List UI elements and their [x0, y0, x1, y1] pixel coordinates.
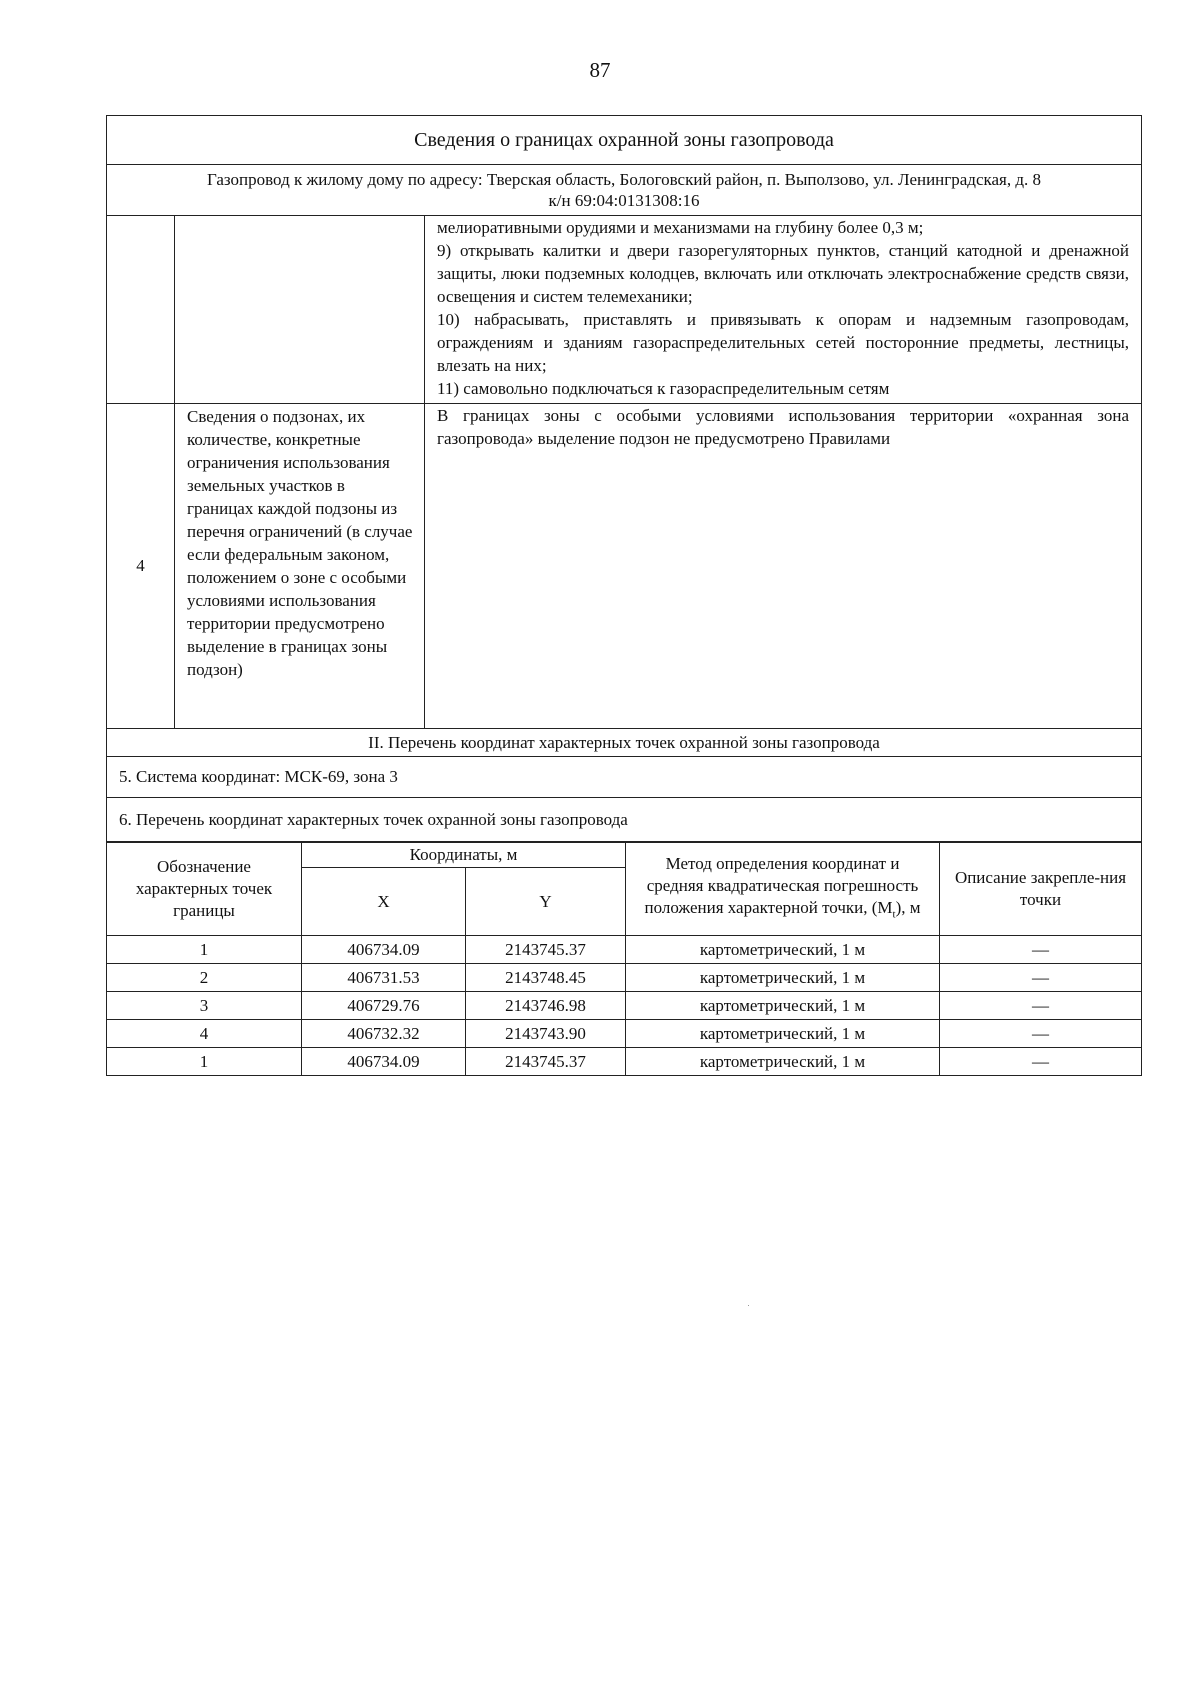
table-row [107, 936, 1142, 964]
header-designation: Обозначение характерных точек границы [107, 843, 302, 936]
points-list-row [107, 798, 1142, 842]
subzones-row [107, 404, 1142, 729]
address-cell [107, 165, 1142, 216]
zone-info-table [106, 115, 1142, 842]
table-row [107, 1048, 1142, 1076]
restrictions-text [425, 216, 1142, 404]
coord-system-text: 5. Система координат: МСК-69, зона 3 [107, 757, 1142, 798]
point-method: картометрический, 1 м [626, 1048, 940, 1076]
point-number: 1 [107, 936, 302, 964]
table-row [107, 992, 1142, 1020]
point-x: 406729.76 [302, 992, 466, 1020]
header-method-text: Метод определения координат и средняя квадратическая погрешность положения характерной точки, (M [644, 853, 919, 917]
header-method-unit: ), м [895, 897, 921, 917]
point-method: картометрический, 1 м [626, 992, 940, 1020]
point-x: 406731.53 [302, 964, 466, 992]
coordinates-table [106, 842, 1142, 1076]
table-row [107, 964, 1142, 992]
points-list-title: 6. Перечень координат характерных точек охранной зоны газопровода [107, 798, 1142, 842]
point-description: — [940, 1048, 1142, 1076]
section-ii-row [107, 729, 1142, 757]
point-method: картометрический, 1 м [626, 936, 940, 964]
point-number: 2 [107, 964, 302, 992]
point-y: 2143746.98 [466, 992, 626, 1020]
restrictions-continued-row [107, 216, 1142, 404]
point-x: 406734.09 [302, 936, 466, 964]
row-label [175, 216, 425, 404]
point-number: 4 [107, 1020, 302, 1048]
restriction-item-9: 9) открывать калитки и двери газорегуляторных пунктов, станций катодной и дренажной защиты, люки подземных колодцев, включать или отключать электроснабжение средств связи, освещения и систем телемеханики; [437, 241, 1130, 306]
header-coordinates: Координаты, м [302, 843, 626, 868]
point-description: — [940, 992, 1142, 1020]
point-description: — [940, 964, 1142, 992]
table-row [107, 1020, 1142, 1048]
point-method: картометрический, 1 м [626, 964, 940, 992]
header-method-subscript: t [892, 908, 896, 921]
point-y: 2143745.37 [466, 1048, 626, 1076]
table-title: Сведения о границах охранной зоны газопровода [107, 116, 1142, 165]
restriction-line: мелиоративными орудиями и механизмами на глубину более 0,3 м; [437, 218, 924, 237]
point-description: — [940, 1020, 1142, 1048]
row-number [107, 216, 175, 404]
point-x: 406734.09 [302, 1048, 466, 1076]
address-text: Газопровод к жилому дому по адресу: Тверская область, Бологовский район, п. Выползово, ул. Ленинградская, д. 8 [206, 170, 1042, 189]
point-number: 1 [107, 1048, 302, 1076]
cadastral-number: к/н 69:04:0131308:16 [548, 191, 700, 210]
title-row [107, 116, 1142, 165]
point-x: 406732.32 [302, 1020, 466, 1048]
header-method [626, 843, 940, 936]
subzones-label: Сведения о подзонах, их количестве, конкретные ограничения использования земельных участков в границах каждой подзоны из перечня ограничений (в случае если федеральным законом, положением о зоне с особыми условиями использования территории предусмотрено выделение в границах зоны подзон) [175, 404, 425, 729]
point-y: 2143745.37 [466, 936, 626, 964]
point-description: — [940, 936, 1142, 964]
point-y: 2143743.90 [466, 1020, 626, 1048]
point-y: 2143748.45 [466, 964, 626, 992]
restriction-item-11: 11) самовольно подключаться к газораспределительным сетям [437, 379, 890, 398]
subzones-text: В границах зоны с особыми условиями использования территории «охранная зона газопровода» выделение подзон не предусмотрено Правилами [425, 404, 1142, 729]
section-ii-heading: II. Перечень координат характерных точек охранной зоны газопровода [107, 729, 1142, 757]
point-method: картометрический, 1 м [626, 1020, 940, 1048]
header-description: Описание закрепле-ния точки [940, 843, 1142, 936]
coord-system-row [107, 757, 1142, 798]
scan-speck [748, 1305, 749, 1306]
coords-header-row-1 [107, 843, 1142, 868]
address-row [107, 165, 1142, 216]
point-number: 3 [107, 992, 302, 1020]
subzones-row-number: 4 [107, 404, 175, 729]
header-x: X [302, 868, 466, 936]
page-number: 87 [589, 58, 611, 82]
restriction-item-10: 10) набрасывать, приставлять и привязывать к опорам и надземным газопроводам, ограждениям и зданиям газораспределительных сетей посторонние предметы, лестницы, влезать на них; [437, 310, 1130, 375]
header-y: Y [466, 868, 626, 936]
